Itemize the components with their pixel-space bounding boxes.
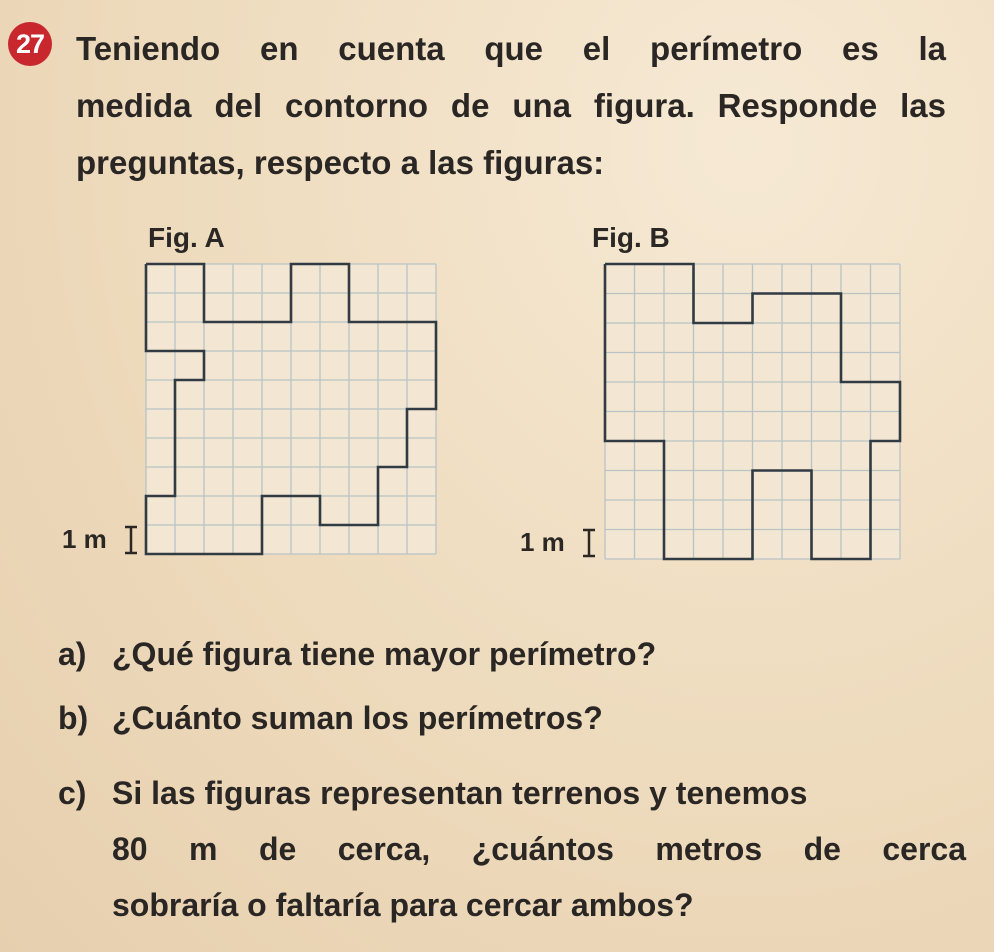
fig-b-scale-marker — [580, 528, 598, 558]
statement-line-3: preguntas, respecto a las figuras: — [76, 144, 605, 181]
problem-number-badge — [8, 22, 52, 66]
question-c-text-3: sobraría o faltaría para cercar ambos? — [112, 887, 694, 923]
question-c-text-2: 80 m de cerca, ¿cuántos metros de cerca — [112, 831, 966, 867]
problem-statement — [76, 20, 946, 191]
statement-line-2: medida del contorno de una figura. Responde las — [76, 87, 946, 124]
question-b-text: ¿Cuánto suman los perímetros? — [112, 700, 603, 736]
question-c-letter: c) — [58, 775, 87, 811]
fig-a-grid — [144, 262, 444, 554]
question-c — [58, 765, 966, 933]
question-a-text: ¿Qué figura tiene mayor perímetro? — [112, 636, 657, 672]
question-a — [58, 626, 966, 682]
fig-a-scale-label: 1 m — [62, 524, 107, 554]
question-b — [58, 690, 966, 746]
problem-number: 27 — [15, 28, 45, 59]
fig-a-scale-marker — [122, 525, 140, 555]
fig-b-label: Fig. B — [592, 222, 670, 253]
question-c-text-1: Si las figuras representan terrenos y tenemos — [112, 775, 808, 811]
fig-b-grid — [603, 262, 907, 554]
question-a-letter: a) — [58, 636, 87, 672]
fig-a-label: Fig. A — [148, 222, 225, 253]
statement-line-1: Teniendo en cuenta que el perímetro es la — [76, 30, 946, 67]
question-b-letter: b) — [58, 700, 89, 736]
fig-b-scale-label: 1 m — [520, 527, 565, 557]
